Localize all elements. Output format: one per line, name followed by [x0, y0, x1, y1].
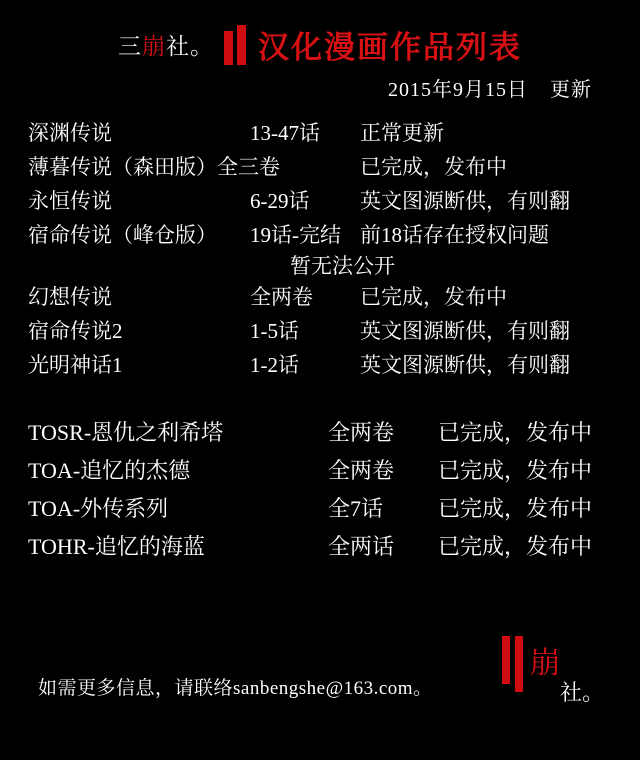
update-date-row — [0, 73, 640, 102]
series-volume: 全两话 — [328, 533, 395, 559]
series-title: 深渊传说 — [28, 121, 112, 145]
poster-footer — [0, 636, 640, 716]
series-title: TOA-外传系列 — [28, 496, 169, 522]
update-date: 2015年9月15日 — [388, 79, 528, 101]
logo-char-primary: 崩 — [530, 646, 560, 681]
group-logo — [502, 636, 605, 712]
series-list-chinese — [0, 110, 640, 382]
series-title: 薄暮传说（森田版）全三卷 — [28, 155, 280, 180]
brand-prefix: 三 — [118, 34, 142, 60]
list-item — [28, 218, 640, 252]
series-status: 已完成，发布中 — [438, 533, 593, 559]
series-volume: 全两卷 — [250, 285, 313, 310]
series-status: 英文图源断供，有则翻 — [360, 319, 570, 344]
list-item — [28, 528, 640, 566]
series-status: 英文图源断供，有则翻 — [360, 189, 570, 214]
series-status: 已完成，发布中 — [438, 496, 593, 522]
series-title: TOHR-追忆的海蓝 — [28, 533, 205, 559]
series-title: TOA-追忆的杰德 — [28, 458, 191, 484]
poster-header — [0, 0, 640, 110]
brand-title-row — [0, 0, 640, 67]
series-title: 光明神话1 — [28, 353, 123, 378]
list-item — [28, 452, 640, 490]
list-item — [28, 414, 640, 452]
logo-bars-icon — [502, 636, 523, 692]
series-title: 永恒传说 — [28, 189, 112, 214]
series-volume: 全7话 — [328, 496, 384, 522]
series-list-latin — [0, 412, 640, 565]
series-volume: 6-29话 — [250, 189, 310, 214]
series-title: 宿命传说2 — [28, 319, 123, 344]
series-volume: 1-5话 — [250, 319, 299, 344]
list-item — [28, 280, 640, 314]
series-title: 幻想传说 — [28, 285, 112, 310]
series-volume: 全两卷 — [328, 458, 395, 484]
brand-suffix: 社。 — [166, 34, 214, 60]
series-status: 英文图源断供，有则翻 — [360, 353, 570, 378]
series-status: 前18话存在授权问题 — [360, 223, 549, 248]
series-status: 已完成，发布中 — [360, 155, 507, 180]
list-item — [28, 490, 640, 528]
page-title: 汉化漫画作品列表 — [258, 30, 522, 66]
series-status: 已完成，发布中 — [438, 420, 593, 446]
series-status-note: 暂无法公开 — [290, 254, 395, 279]
series-volume: 19话-完结 — [250, 223, 341, 248]
update-label: 更新 — [550, 79, 592, 101]
series-title: TOSR-恩仇之利希塔 — [28, 420, 224, 446]
brand-bars-icon — [224, 25, 246, 65]
series-volume: 1-2话 — [250, 353, 299, 378]
list-item — [28, 314, 640, 348]
series-status: 已完成，发布中 — [438, 458, 593, 484]
series-volume: 全两卷 — [328, 420, 395, 446]
contact-line: 如需更多信息，请联络sanbengshe@163.com。 — [38, 678, 433, 699]
list-item — [28, 348, 640, 382]
brand-name — [118, 28, 214, 61]
list-item — [28, 150, 640, 184]
series-title: 宿命传说（峰仓版） — [28, 223, 217, 248]
logo-char-secondary: 社。 — [560, 681, 605, 706]
list-item — [28, 184, 640, 218]
series-status: 正常更新 — [360, 121, 444, 145]
series-status: 已完成，发布中 — [360, 285, 507, 310]
brand-accent: 崩 — [142, 34, 166, 60]
section-divider — [0, 382, 640, 412]
list-item — [28, 116, 640, 150]
series-volume: 13-47话 — [250, 121, 320, 145]
